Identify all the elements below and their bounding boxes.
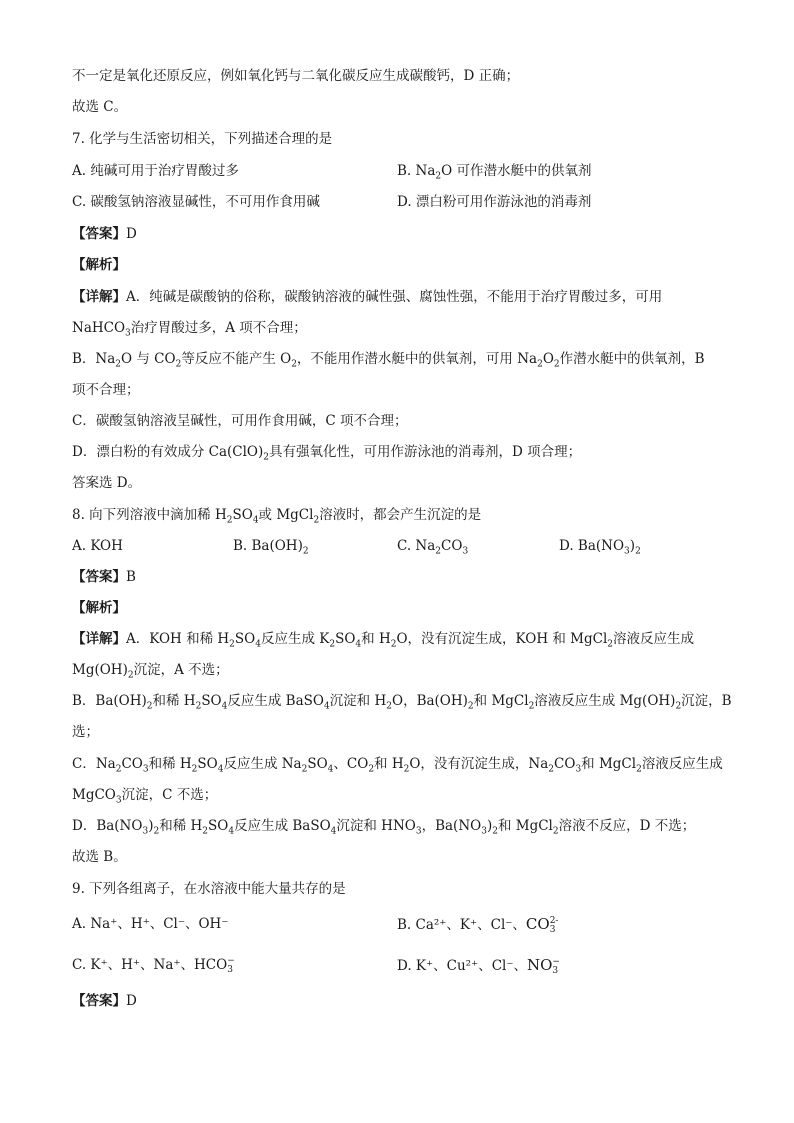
subscript: 2 xyxy=(229,639,235,650)
q7-detail-c: C．碳酸氢钠溶液呈碱性，可用作食用碱，C 项不合理； xyxy=(72,413,408,429)
q8-detail-c-1 xyxy=(72,754,723,774)
text-segment: 溶液反应生成 xyxy=(641,756,723,772)
subscript: 2 xyxy=(153,826,160,837)
subscript: 2 xyxy=(191,764,198,775)
q8-stem: 8. 向下列溶液中滴加稀 $H_2SO_4$或 MgCl$_2$溶液时，都会产生沉淀的是 xyxy=(72,507,482,526)
subscript: 2 xyxy=(492,826,498,837)
subscript: 4 xyxy=(221,701,228,712)
subscript: 4 xyxy=(255,639,261,650)
subscript: 3 xyxy=(142,826,149,837)
text-segment: CO xyxy=(121,756,143,772)
q8-detail-d-1 xyxy=(72,816,695,836)
intro-line-1: 不一定是氧化还原反应，例如氧化钙与二氧化碳反应生成碳酸钙，D 正确； xyxy=(72,68,520,84)
text-segment: SO xyxy=(307,756,328,772)
q8-option-b: B. $Ba(OH)_2$ xyxy=(233,538,309,557)
text-segment: CO xyxy=(554,756,576,772)
text-segment: 和 H xyxy=(374,756,404,772)
q8-conclusion: 故选 B。 xyxy=(72,849,127,865)
subscript: 2 xyxy=(115,764,122,775)
q7-detail-d: D．漂白粉的有效成分 $Ca(ClO)_2$具有强氧化性，可用作游泳池的消毒剂，D 项合理； xyxy=(72,444,582,463)
text-segment: ，Ba(NO xyxy=(421,818,482,834)
q7-option-c: C. 碳酸氢钠溶液显碱性，不可用作食用碱 xyxy=(72,194,320,210)
text-segment: 、CO xyxy=(333,756,369,772)
subscript: 3 xyxy=(115,795,122,806)
subscript: 2 xyxy=(195,701,202,712)
q7-option-d: D. 漂白粉可用作游泳池的消毒剂 xyxy=(397,194,592,210)
q7-stem: 7. 化学与生活密切相关，下列描述合理的是 xyxy=(72,131,333,147)
subscript: 2 xyxy=(329,639,336,650)
subscript: 2 xyxy=(675,701,682,712)
intro-line-2: 故选 C。 xyxy=(72,99,128,115)
q7-detail-a-2: NaHCO$_3$治疗胃酸过多，A 项不合理； xyxy=(72,320,307,339)
q8-answer: 【答案】B xyxy=(72,569,136,585)
q8-option-d: D. $Ba(NO_3)_2$ xyxy=(559,538,641,557)
text-segment: 反应生成 BaSO xyxy=(227,693,324,709)
text-segment: ) xyxy=(486,818,493,834)
text-segment: 沉淀，B xyxy=(681,693,732,709)
q8-detail-a-2 xyxy=(72,660,229,680)
q7-analysis-tag: 【解析】 xyxy=(72,257,126,273)
q8-detail-b-2: 选； xyxy=(72,724,99,740)
text-segment: 沉淀和 HNO xyxy=(336,818,416,834)
answer-tag: 【答案】 xyxy=(72,226,126,242)
text-segment: D．Ba(NO xyxy=(72,818,143,834)
q8-option-c: C. $Na_2CO_3$ xyxy=(397,538,469,557)
subscript: 3 xyxy=(415,826,422,837)
q9-option-a: A. Na⁺、H⁺、Cl⁻、OH⁻ xyxy=(72,916,229,932)
text-segment: 反应生成 BaSO xyxy=(234,818,331,834)
q7-answer: 【答案】D xyxy=(72,226,137,242)
subscript: 2 xyxy=(127,670,134,681)
text-segment: SO xyxy=(234,631,256,647)
q9-option-d: D. K⁺、Cu²⁺、Cl⁻、NO − 3 xyxy=(397,956,560,976)
text-segment: B．Ba(OH) xyxy=(72,693,147,709)
q9-option-b: B. Ca²⁺、K⁺、Cl⁻、CO 2- 3 xyxy=(397,915,559,935)
text-segment: O，没有沉淀生成，Na xyxy=(409,756,549,772)
q8-detail-b-1 xyxy=(72,691,732,711)
subscript: 2 xyxy=(607,639,614,650)
q7-detail-a-1: 【详解】A．纯碱是碳酸钠的俗称，碳酸钠溶液的碱性强、腐蚀性强，不能用于治疗胃酸过多，可用 xyxy=(72,289,663,305)
q9-answer: 【答案】D xyxy=(72,993,137,1009)
text-segment: 和 MgCl xyxy=(497,818,553,834)
subscript: 3 xyxy=(481,826,487,837)
subscript: 2 xyxy=(301,764,308,775)
subscript: 2 xyxy=(386,701,392,712)
subscript: 2 xyxy=(403,764,410,775)
detail-tag: 【详解】 xyxy=(72,631,126,647)
text-segment: 和 H xyxy=(361,631,391,647)
q8-detail-a-1 xyxy=(72,629,694,649)
subscript: 4 xyxy=(217,764,224,775)
text-segment: Mg(OH) xyxy=(72,662,128,678)
q7-option-a: A. 纯碱可用于治疗胃酸过多 xyxy=(72,163,239,179)
text-segment: SO xyxy=(208,818,229,834)
q9-option-c: C. K⁺、H⁺、Na⁺、HCO − 3 xyxy=(72,955,235,975)
subscript: 4 xyxy=(355,639,362,650)
subscript: 4 xyxy=(327,764,334,775)
subscript: 2 xyxy=(548,764,555,775)
text-segment: MgCO xyxy=(72,787,116,803)
answer-tag: 【答案】 xyxy=(72,569,126,585)
subscript: 2 xyxy=(368,764,375,775)
text-segment: 和稀 H xyxy=(148,756,192,772)
q8-analysis-tag: 【解析】 xyxy=(72,600,126,616)
q7-option-b: B. $Na_2O$ 可作潜水艇中的供氧剂 xyxy=(397,163,592,182)
text-segment: O，没有沉淀生成，KOH 和 MgCl xyxy=(396,631,608,647)
text-segment: SO xyxy=(201,693,222,709)
subscript: 4 xyxy=(323,701,330,712)
subscript: 2 xyxy=(202,826,209,837)
text-segment: SO xyxy=(335,631,356,647)
text-segment: ) xyxy=(148,818,154,834)
subscript: 4 xyxy=(228,826,235,837)
text-segment: SO xyxy=(197,756,218,772)
subscript: 3 xyxy=(142,764,149,775)
text-segment: A．KOH 和稀 H xyxy=(126,631,230,647)
answer-tag: 【答案】 xyxy=(72,993,126,1009)
subscript: 2 xyxy=(552,826,559,837)
text-segment: 沉淀，A 不选； xyxy=(133,662,229,678)
text-segment: O，Ba(OH) xyxy=(392,693,468,709)
text-segment: 沉淀，C 不选； xyxy=(121,787,218,803)
text-segment: C．Na xyxy=(72,756,116,772)
q8-detail-c-2 xyxy=(72,785,217,805)
q7-conclusion: 答案选 D。 xyxy=(72,475,142,491)
q7-detail-b-2: 项不合理； xyxy=(72,382,140,398)
text-segment: 和 MgCl xyxy=(473,693,529,709)
q7-detail-b-1: B．$Na_2O$ 与 $CO_2$等反应不能产生 $O_2$，不能用作潜水艇中的供氧剂，可用 $Na_2O_2$作潜水艇中的供氧剂，B xyxy=(72,351,705,370)
subscript: 3 xyxy=(575,764,582,775)
subscript: 2 xyxy=(390,639,397,650)
q8-option-a: A. KOH xyxy=(72,538,123,554)
text-segment: 反应生成 Na xyxy=(223,756,302,772)
subscript: 2 xyxy=(528,701,535,712)
text-segment: 和 MgCl xyxy=(581,756,637,772)
text-segment: 和稀 H xyxy=(159,818,203,834)
text-segment: 溶液反应生成 xyxy=(613,631,695,647)
subscript: 4 xyxy=(330,826,337,837)
subscript: 2 xyxy=(146,701,153,712)
text-segment: 沉淀和 H xyxy=(329,693,387,709)
text-segment: 溶液不反应，D 不选； xyxy=(558,818,696,834)
subscript: 2 xyxy=(467,701,474,712)
subscript: 2 xyxy=(636,764,642,775)
text-segment: 和稀 H xyxy=(152,693,196,709)
q9-stem: 9. 下列各组离子，在水溶液中能大量共存的是 xyxy=(72,881,346,897)
detail-tag: 【详解】 xyxy=(72,289,126,305)
text-segment: 反应生成 K xyxy=(260,631,330,647)
text-segment: 溶液反应生成 Mg(OH) xyxy=(534,693,676,709)
